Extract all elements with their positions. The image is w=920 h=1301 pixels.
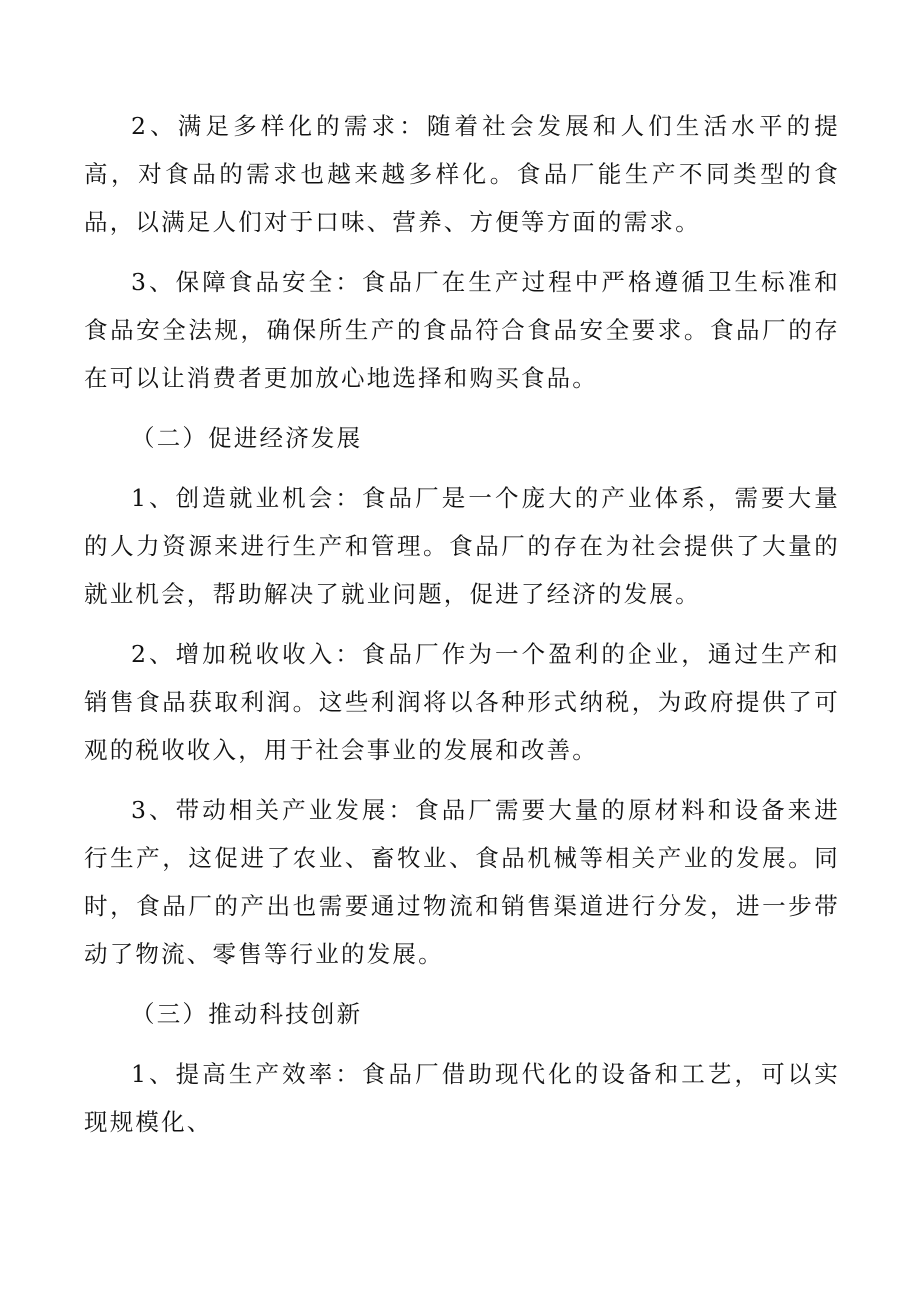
paragraph-employment: 1、创造就业机会：食品厂是一个庞大的产业体系，需要大量的人力资源来进行生产和管理。食品厂的存在为社会提供了大量的就业机会，帮助解决了就业问题，促进了经济的发展。 [84, 484, 840, 608]
paragraph-related-industries: 3、带动相关产业发展：食品厂需要大量的原材料和设备来进行生产，这促进了农业、畜牧业、食品机械等相关产业的发展。同时，食品厂的产出也需要通过物流和销售渠道进行分发，进一步带动了物流、零售等行业的发展。 [84, 796, 840, 968]
document-body [84, 102, 840, 1146]
paragraph-diverse-demand: 2、满足多样化的需求：随着社会发展和人们生活水平的提高，对食品的需求也越来越多样化。食品厂能生产不同类型的食品，以满足人们对于口味、营养、方便等方面的需求。 [84, 112, 840, 236]
paragraph-production-efficiency: 1、提高生产效率：食品厂借助现代化的设备和工艺，可以实现规模化、 [84, 1060, 840, 1136]
section-heading-economic-development: （二）促进经济发展 [131, 424, 363, 452]
paragraph-tax-revenue: 2、增加税收收入：食品厂作为一个盈利的企业，通过生产和销售食品获取利润。这些利润将以各种形式纳税，为政府提供了可观的税收收入，用于社会事业的发展和改善。 [84, 640, 840, 764]
section-heading-tech-innovation: （三）推动科技创新 [131, 1000, 363, 1028]
paragraph-food-safety: 3、保障食品安全：食品厂在生产过程中严格遵循卫生标准和食品安全法规，确保所生产的食品符合食品安全要求。食品厂的存在可以让消费者更加放心地选择和购买食品。 [84, 268, 840, 392]
